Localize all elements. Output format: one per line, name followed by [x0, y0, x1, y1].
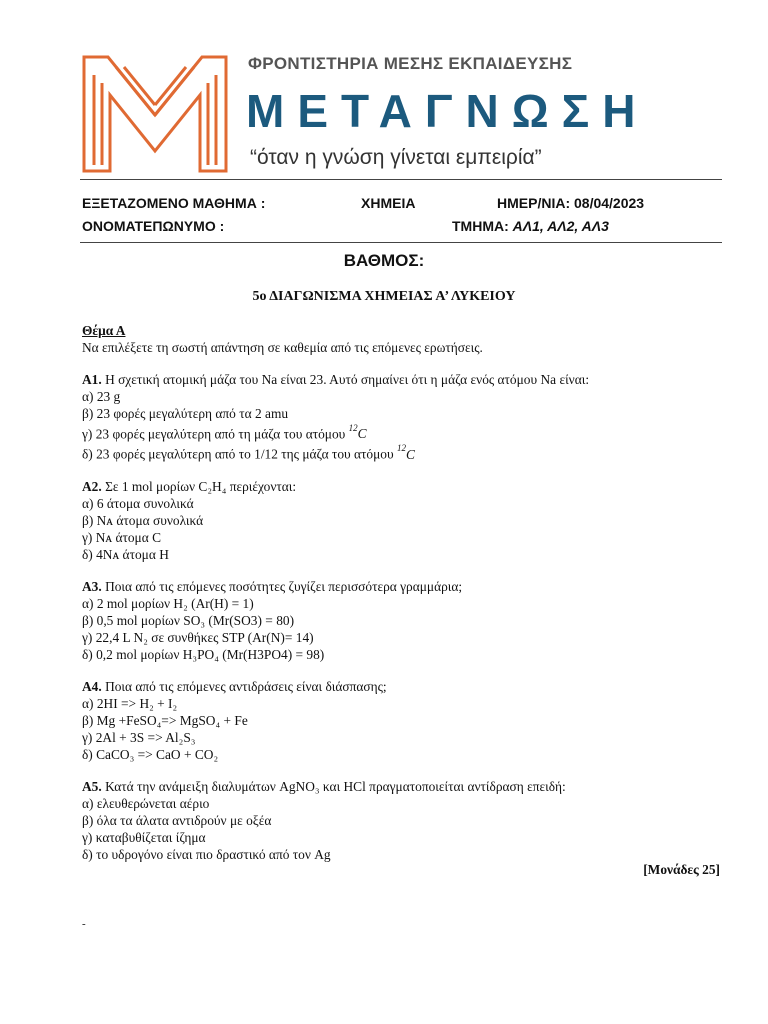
option-item: β) Nᴀ άτομα συνολικά: [82, 512, 204, 528]
question-label: Α1.: [82, 372, 102, 387]
class-field: [452, 218, 609, 234]
header-divider-top: [80, 179, 722, 180]
option-item: γ) 22,4 L N₂ σε συνθήκες STP (Ar(N)= 14): [82, 629, 314, 645]
question-a5: [82, 778, 722, 795]
option-item: β) 23 φορές μεγαλύτερη από τα 2 amu: [82, 406, 289, 421]
question-label: Α4.: [82, 678, 102, 694]
question-label: Α5.: [82, 778, 102, 794]
option-item: α) ελευθερώνεται αέριο: [82, 795, 210, 811]
page-header: [0, 0, 768, 180]
question-label: Α2.: [82, 478, 102, 494]
organization-name: ΦΡΟΝΤΙΣΤΗΡΙΑ ΜΕΣΗΣ ΕΚΠΑΙΔΕΥΣΗΣ: [248, 54, 573, 73]
question-text: Σε 1 mol μορίων C₂H₄ περιέχονται:: [101, 478, 297, 494]
option-item: [82, 422, 722, 442]
option-item: δ) 4Nᴀ άτομα H: [82, 546, 169, 562]
option-item: γ) καταβυθίζεται ίζημα: [82, 829, 206, 845]
question-a1: [82, 371, 722, 388]
element-symbol: C: [405, 446, 415, 462]
exam-title: 5ο ΔΙΑΓΩΝΙΣΜΑ ΧΗΜΕΙΑΣ Α’ ΛΥΚΕΙΟΥ: [252, 289, 516, 304]
mass-number: 12: [348, 423, 358, 433]
metagnosi-logo-icon: [80, 55, 230, 173]
carbon-12-symbol: [348, 423, 367, 442]
option-item: α) 2HI => H₂ + I₂: [82, 695, 178, 711]
option-item: δ) το υδρογόνο είναι πιο δραστικό από τον Ag: [82, 846, 331, 862]
option-text: δ) 23 φορές μεγαλύτερη από το 1/12 της μάζα του ατόμου: [82, 446, 397, 462]
question-text: Η σχετική ατομική μάζα του Na είναι 23. Αυτό σημαίνει ότι η μάζα ενός ατόμου Na είναι:: [101, 372, 590, 387]
option-item: α) 23 g: [82, 389, 121, 404]
question-text: Ποια από τις επόμενες αντιδράσεις είναι διάσπασης;: [101, 678, 387, 694]
grade-label: ΒΑΘΜΟΣ:: [343, 251, 425, 270]
exam-content: [82, 322, 722, 863]
carbon-12-symbol: [396, 443, 415, 462]
option-item: β) 0,5 mol μορίων SO₃ (Mr(SO3) = 80): [82, 612, 295, 628]
section-instruction: Να επιλέξετε τη σωστή απάντηση σε καθεμία από τις επόμενες ερωτήσεις.: [82, 340, 483, 355]
class-value: ΑΛ1, ΑΛ2, ΑΛ3: [512, 218, 609, 234]
question-a3: [82, 578, 722, 595]
option-item: [82, 442, 722, 462]
question-a2: [82, 478, 722, 495]
page-stub-mark: -: [82, 918, 86, 930]
subject-value: ΧΗΜΕΙΑ: [361, 195, 416, 211]
student-name-label: ΟΝΟΜΑΤΕΠΩΝΥΜΟ :: [82, 218, 225, 234]
class-label: ΤΜΗΜΑ:: [452, 218, 509, 234]
option-item: δ) 0,2 mol μορίων H₃PO₄ (Mr(H3PO4) = 98): [82, 646, 325, 662]
section-title: Θέμα Α: [82, 323, 126, 338]
header-divider-bottom: [80, 242, 722, 243]
question-text: Κατά την ανάμειξη διαλυμάτων AgNO₃ και HCl πραγματοποιείται αντίδραση επειδή:: [101, 778, 566, 794]
question-label: Α3.: [82, 578, 102, 594]
option-item: α) 2 mol μορίων H₂ (Ar(H) = 1): [82, 595, 254, 611]
option-item: α) 6 άτομα συνολικά: [82, 495, 194, 511]
option-item: γ) Nᴀ άτομα C: [82, 529, 162, 545]
element-symbol: C: [357, 426, 367, 442]
brand-name: ΜΕΤΑΓΝΩΣΗ: [246, 85, 649, 137]
mass-number: 12: [396, 443, 406, 454]
option-text: γ) 23 φορές μεγαλύτερη από τη μάζα του ατόμου: [82, 426, 349, 442]
option-item: γ) 2Al + 3S => Al₂S₃: [82, 729, 196, 745]
option-item: δ) CaCO₃ => CaO + CO₂: [82, 746, 219, 762]
brand-motto: “όταν η γνώση γίνεται εμπειρία”: [250, 146, 542, 169]
option-item: β) Mg +FeSO₄=> MgSO₄ + Fe: [82, 712, 248, 728]
question-text: Ποια από τις επόμενες ποσότητες ζυγίζει περισσότερα γραμμάρια;: [101, 578, 463, 594]
subject-label: ΕΞΕΤΑΖΟΜΕΝΟ ΜΑΘΗΜΑ :: [82, 195, 266, 211]
exam-date: ΗΜΕΡ/ΝΙΑ: 08/04/2023: [497, 195, 645, 211]
section-marks: [Μονάδες 25]: [643, 862, 720, 877]
option-item: β) όλα τα άλατα αντιδρούν με οξέα: [82, 812, 272, 828]
question-a4: [82, 678, 722, 695]
